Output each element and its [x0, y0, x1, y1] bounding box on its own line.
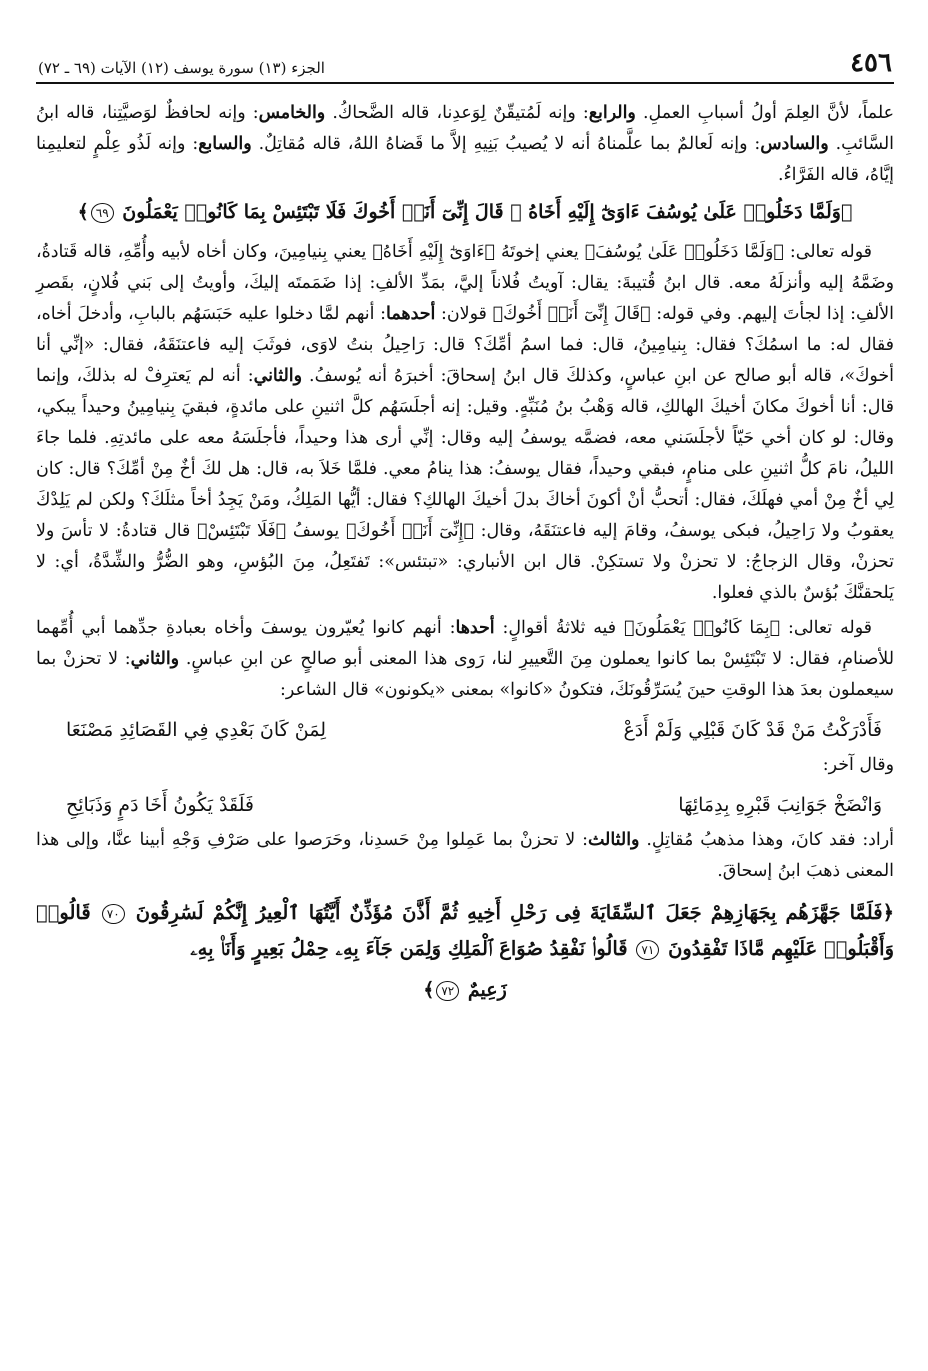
text-run: : أنهم لمَّا دخلوا عليه حَبَسَهُم بالبابِ، وأدخلَ أخاه، فقال له: ما اسمُكَ؟ فقال: بِنيامِينُ، قال: فما اسمُ أمِّكَ؟ قال: رَاحِيلُ بنتُ لاوَى، فوثَبَ إليه فاعتنَقَهُ، فقال: «إنِّي أنا أخوكَ»، قاله أبو صالح عن ابنِ عباسٍ، وكذلكَ قال ابنُ إسحاقَ: أخبرَهُ أنه يُوسفُ. [36, 304, 894, 386]
poem-hemistich-right: وَانْضَخْ جَوَانِبَ قَبْرِهِ بِدِمَائِهَا [678, 794, 882, 816]
text-run: : وإنه لَذُو عِلْمٍ لتعليمِنا إيَّاهُ، قاله الفَرَّاءُ. [36, 134, 894, 185]
bold-label: والثالث [587, 830, 640, 850]
page-body [36, 98, 894, 1007]
running-title: الجزء (١٣) سورة يوسف (١٢) الآيات (٦٩ ـ ٧٢) [38, 59, 325, 77]
text-run: : لا تحزنْ بما عَمِلوا مِنْ حَسدِنا، وحَرَصوا على صَرْفِ وَجْهِ أبينا عنَّا، وإلى هذا المعنى ذهبَ ابنُ إسحاقَ. [36, 830, 894, 881]
verse-number: ٦٩ [91, 203, 114, 223]
text-run: قوله تعالى: ﴿وَلَمَّا دَخَلُوا۟ عَلَىٰ يُوسُفَ﴾ يعني إخوتَهُ ﴿ءَاوَىٰٓ إِلَيْهِ أَخَاهُ﴾ يعني بِنيامِينَ، وكان أخاه لأبيه وأُمِّهِ، قاله قَتادةُ، وضَمَّهُ إليه وأنزلَهُ معه. قال ابنُ قُتيبةَ: يقال: آويتُ فُلاناً إليَّ، بمَدِّ الألفِ: إذا ضَمَمتَه إليكَ، وأويتُ إلى بَني فُلانٍ، بقَصرِ الألفِ: إذا لجأتَ إليهم. وفي قوله: ﴿قَالَ إِنِّىٓ أَنَا۠ أَخُوكَ﴾ قولان: [36, 242, 894, 324]
text-run: علماً، لأنَّ العِلمَ أولُ أسبابِ العملِ. [635, 103, 894, 123]
verse-text: ﴿وَلَمَّا دَخَلُوا۟ عَلَىٰ يُوسُفَ ءَاوَىٰٓ إِلَيْهِ أَخَاهُ ۖ قَالَ إِنِّىٓ أَنَا۠ أَخُوكَ فَلَا تَبْتَئِسْ بِمَا كَانُوا۟ يَعْمَلُونَ [122, 201, 853, 223]
verse-close: ﴾ [77, 201, 89, 223]
poem-label: وقال آخر: [822, 755, 894, 775]
bold-label: والسابع [198, 134, 252, 154]
poem-line-1 [36, 712, 894, 748]
verse-text: زَعِيمٌ [467, 979, 507, 1001]
quran-verse-69 [36, 195, 894, 229]
text-run: أراد: فقد كانَ، وهذا مذهبُ مُقاتِلٍ. [639, 830, 894, 850]
verse-number: ٧١ [636, 940, 659, 960]
verse-close: ﴾ [423, 979, 435, 1001]
verse-text: ﴿فَلَمَّا جَهَّزَهُم بِجَهَازِهِمْ جَعَلَ ٱلسِّقَايَةَ فِى رَحْلِ أَخِيهِ ثُمَّ أَذَّنَ مُؤَذِّنٌ أَيَّتُهَا ٱلْعِيرُ إِنَّكُمْ لَسَٰرِقُونَ [135, 901, 894, 924]
bold-label: أحدهما [386, 304, 436, 324]
bold-label: والرابع [588, 103, 636, 123]
bold-label: والثاني [253, 366, 303, 386]
text-run: قوله تعالى: ﴿بِمَا كَانُوا۟ يَعْمَلُونَ﴾ فيه ثلاثةُ أقوالٍ: [494, 618, 872, 638]
text-run: : وإنه لحافظٌ لوَصيَّتِنا، قاله ابنُ السَّائبِ. [36, 103, 894, 154]
paragraph [36, 825, 894, 887]
text-run: : لا تحزنْ بما سيعملون بعدَ هذا الوقتِ حينَ يُسَرِّقُونَكَ، فتكونُ «كانوا» بمعنى «يكونون» قال الشاعر: [36, 649, 894, 700]
verse-number: ٧٠ [102, 904, 125, 924]
quran-verse-72-end [36, 973, 894, 1007]
page-number: ٤٥٦ [850, 48, 892, 78]
paragraph [36, 98, 894, 191]
bold-label: والخامس [258, 103, 326, 123]
bold-label: أحدها [455, 618, 495, 638]
poem-hemistich-left: فَلَقَدْ يَكُونُ أَخَا دَمٍ وَذَبَائِحِ [66, 794, 254, 816]
commentary-paragraph [36, 613, 894, 706]
text-run: : أنه لم يَعترِفْ له بذلكَ، وإنما قال: أنا أخوكَ مكانَ أخيكَ الهالكِ، قاله وَهْبُ بنُ مُنَبِّهٍ. وقيل: إنه أجلَسَهُم كلَّ اثنينِ على مائدةٍ، فبقيَ بِنيامِينُ وحيداً يبكي، وقال: لو كان أخي حَيّاً لأجلَسَني معه، فضمَّه يوسفُ إليه وقال: إنِّي أرى هذا وحيداً، فأجلَسَهُ معه على مائدتِهِ. فلما جاءَ الليلُ، نامَ كلُّ اثنينِ على منامٍ، فبقي وحيداً، فقال يوسفُ: هذا ينامُ معي. فلمَّا خَلاَ به، قال: هل لكَ أخٌ مِنْ أمِّكَ؟ قال: كان لِي أخٌ مِنْ أمي فهلَكَ، فقال: أتحبُّ أنْ أكونَ أخاكَ بدلَ أخيكَ الهالكِ؟ فقال: أيُّها المَلِكُ، ومَنْ يَجِدُ أخاً مثلَكَ؟ ولكن لم يَلِدْكَ يعقوبُ ولا رَاحِيلُ، فبكى يوسفُ، وقامَ إليه فاعتنَقَهُ، وقال: ﴿إِنِّىٓ أَنَا۠ أَخُوكَ﴾ يوسفُ ﴿فَلَا تَبْتَئِسْ﴾ قال قتادةُ: لا تأسَ ولا تحزنْ، وقال الزجاجُ: لا تحزنْ ولا تستكِنْ. قال ابن الأنباري: «تبتئس»: تَفتَعِلُ، مِنَ البُؤسِ، وهو الضُّرُّ والشِّدَّةُ، أي: لا يَلحقنَّكَ بُؤسٌ بالذي فعلوا. [36, 366, 894, 603]
page [36, 50, 894, 1015]
text-run: : وإنه لَعالمٌ بما علَّمناهُ أنه لا يُصيبُ بَنِيهِ إلاَّ ما قَضاهُ اللهُ، قاله مُقاتِلٌ. [251, 134, 761, 154]
bold-label: والثاني [130, 649, 180, 669]
text-run: : أنهم كانوا يُعيّرون يوسفَ وأخاه بعبادةِ جدِّهما أبي أُمِّهما للأصنامِ، فقال: لا تَبْتَئِسْ بما كانوا يعملون مِنَ التَّعييرِ لنا، رَوى هذا المعنى أبو صالحٍ عن ابنِ عباسٍ. [36, 618, 894, 669]
poem-line-2 [36, 787, 894, 823]
verse-text: قَالُوا۟ وَأَقْبَلُوا۟ عَلَيْهِم مَّاذَا تَفْقِدُونَ [36, 901, 894, 960]
page-header [36, 50, 894, 84]
text-run: : وإنه لَمُتيقّنٌ لِوَعدِنا، قاله الضَّحاكُ. [325, 103, 589, 123]
poem-hemistich-right: فَأَدْرَكْتُ مَنْ قَدْ كَانَ قَبْلِي وَلَمْ أَدَعْ [623, 719, 882, 741]
verse-number: ٧٢ [436, 981, 459, 1001]
quran-verses-70-72 [36, 895, 894, 967]
bold-label: والسادس [760, 134, 829, 154]
poem-hemistich-left: لِمَنْ كَانَ بَعْدِي فِي القَصَائِدِ مَصْنَعَا [66, 719, 326, 741]
commentary-paragraph [36, 237, 894, 609]
verse-text: قَالُوا۟ نَفْقِدُ صُوَاعَ ٱلْمَلِكِ وَلِمَن جَآءَ بِهِۦ حِمْلُ بَعِيرٍ وَأَنَا۠ بِهِۦ [190, 937, 628, 960]
